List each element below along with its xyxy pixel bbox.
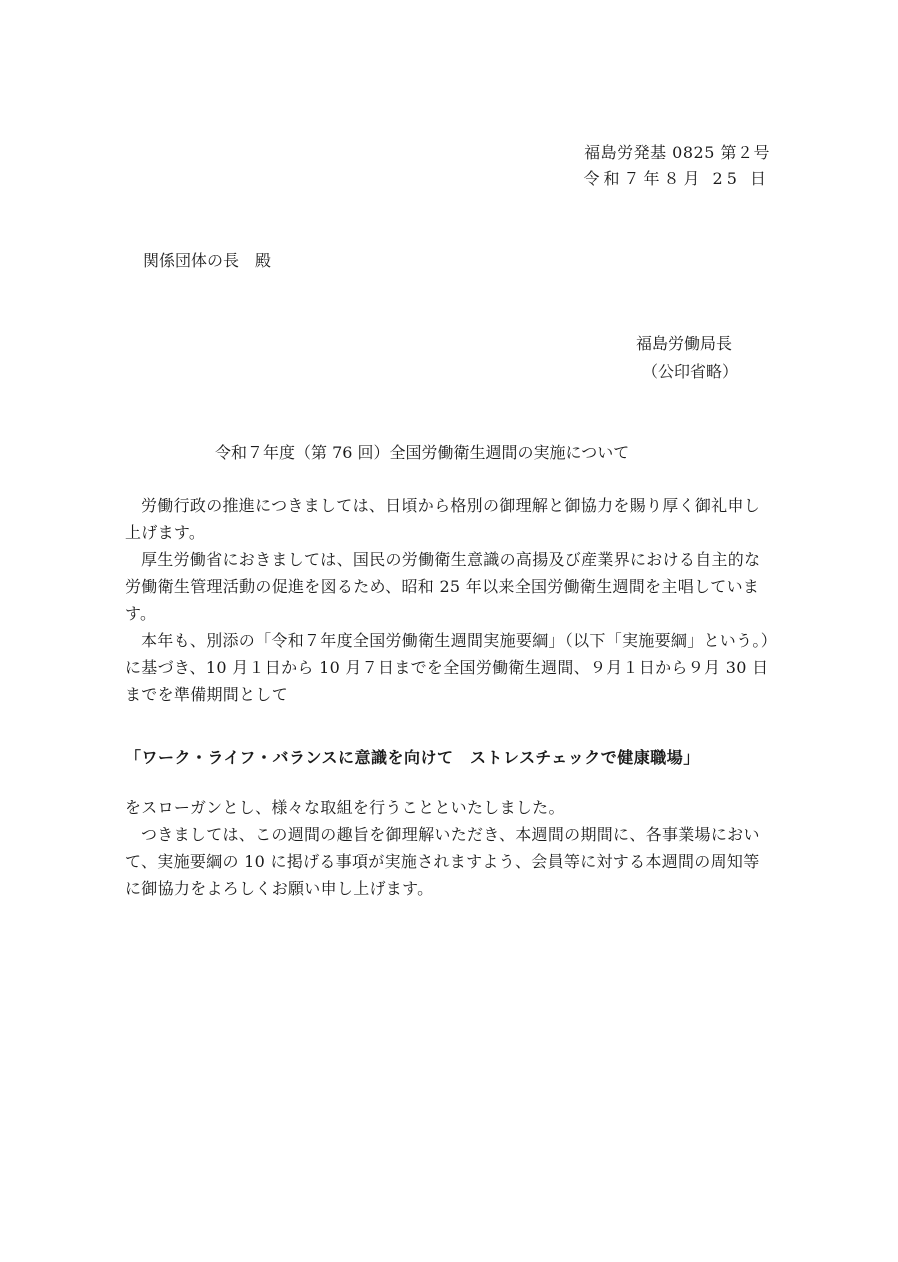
seal-note: （公印省略） [642,362,739,381]
document-title: 令和７年度（第 76 回）全国労働衛生週間の実施について [215,443,630,462]
sender-block [636,330,738,386]
paragraph: をスローガンとし、様々な取組を行うことといたしました。 [125,798,565,817]
paragraph: つきましては、この週間の趣旨を御理解いただき、本週間の期間に、各事業場において、実施要綱の 10 に掲げる事項が実施されますよう、会員等に対する本週間の周知等に御協力をよろしくお願い申し上げます。 [125,825,760,898]
document-number: 福島労発基 0825 第２号 [584,143,770,162]
closing-paragraphs [125,794,775,902]
paragraph: 厚生労働省におきましては、国民の労働衛生意識の高揚及び産業界における自主的な労働衛生管理活動の促進を図るため、昭和 25 年以来全国労働衛生週間を主唱しています。 [125,550,761,623]
slogan: 「ワーク・ライフ・バランスに意識を向けて ストレスチェックで健康職場」 [125,748,700,767]
body-paragraphs [125,492,775,708]
recipient: 関係団体の長 殿 [143,251,272,270]
sender-name: 福島労働局長 [636,334,733,353]
paragraph: 本年も、別添の「令和７年度全国労働衛生週間実施要綱」（以下「実施要綱」という。）に基づき、10 月１日から 10 月７日までを全国労働衛生週間、９月１日から９月 30 日までを準備期間として [125,631,770,704]
document-date: 令和７年８月 25 日 [583,169,770,188]
paragraph: 労働行政の推進につきましては、日頃から格別の御理解と御協力を賜り厚く御礼申し上げます。 [125,496,761,542]
